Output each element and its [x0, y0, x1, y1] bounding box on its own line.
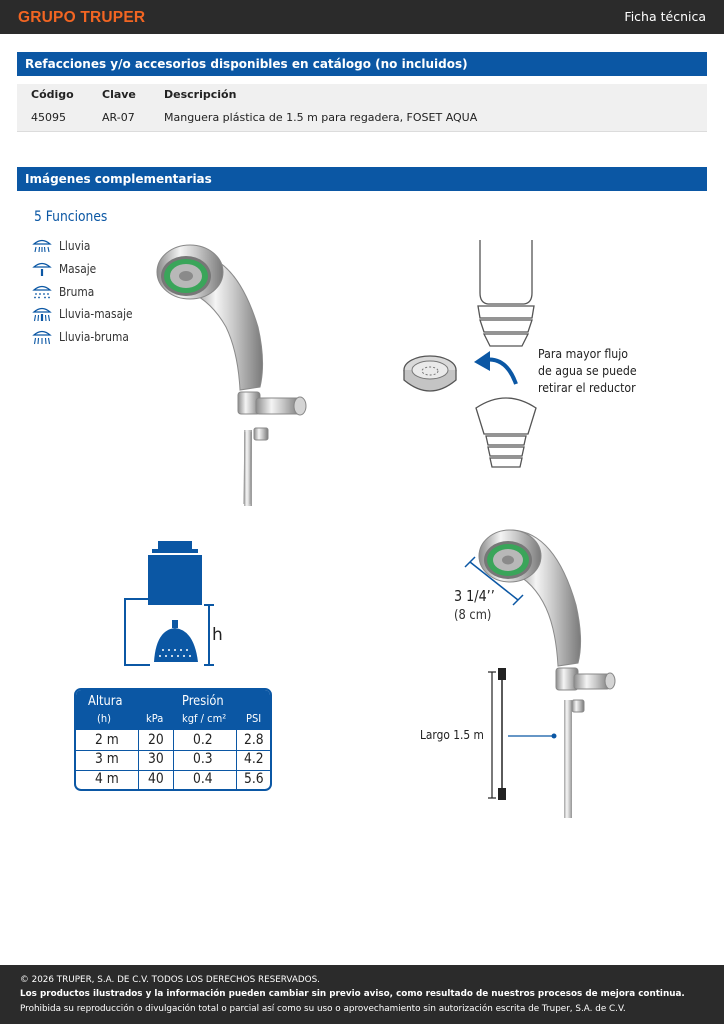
- function-label: Bruma: [59, 284, 95, 299]
- footer-prohibition: Prohibida su reproducción o divulgación total o parcial así como su uso o aprovechamiento sin autorización escrita de Truper, S.A. de C.V.: [20, 1004, 626, 1014]
- reducer-note-line: retirar el reductor: [538, 380, 636, 395]
- functions-title: 5 Funciones: [34, 209, 108, 225]
- reducer-note-line: de agua se puede: [538, 363, 637, 378]
- function-item-lluvia: [32, 236, 162, 256]
- pressure-table: [74, 688, 272, 791]
- footer-copyright: © 2026 TRUPER, S.A. DE C.V. TODOS LOS DERECHOS RESERVADOS.: [20, 975, 320, 985]
- reducer-note-line: Para mayor flujo: [538, 346, 629, 361]
- truper-logo: GRUPO TRUPER: [18, 9, 146, 26]
- altura-value: 4 m: [95, 771, 119, 787]
- height-diagram: [120, 538, 216, 670]
- kpa-value: 40: [148, 771, 164, 787]
- accessory-descripcion: Manguera plástica de 1.5 m para regadera, FOSET AQUA: [164, 111, 478, 124]
- column-header-clave: Clave: [102, 88, 136, 101]
- column-header-descripcion: Descripción: [164, 88, 237, 101]
- function-label: Lluvia: [59, 238, 91, 253]
- function-label: Masaje: [59, 261, 97, 276]
- kgf-value: 0.3: [193, 751, 213, 767]
- column-header-altura: Altura: [88, 693, 123, 709]
- mist-icon: [32, 284, 52, 300]
- table-divider: [173, 730, 174, 791]
- reducer-note: [538, 345, 637, 396]
- massage-icon: [32, 261, 52, 277]
- height-label: h: [212, 625, 223, 645]
- kpa-value: 30: [148, 751, 164, 767]
- footer-notice: Los productos ilustrados y la información pueden cambiar sin previo aviso, como resultado de nuestros procesos de mejora continua.: [20, 989, 685, 999]
- function-item-bruma: [32, 282, 162, 302]
- head-size-cm-label: (8 cm): [454, 607, 492, 623]
- top-header-bar: [0, 0, 724, 34]
- column-header-presion: Presión: [182, 693, 224, 709]
- document-title: Ficha técnica: [624, 9, 706, 24]
- accessories-section-title: Refacciones y/o accesorios disponibles en catálogo (no incluidos): [17, 52, 707, 76]
- accessories-table: [17, 84, 707, 132]
- table-divider: [138, 730, 139, 791]
- column-header-codigo: Código: [31, 88, 74, 101]
- hand-shower-illustration: [150, 232, 312, 508]
- function-item-lluvia-masaje: [32, 304, 162, 324]
- pressure-table-header: [76, 690, 272, 730]
- kgf-value: 0.4: [193, 771, 213, 787]
- unit-psi: PSI: [246, 712, 262, 725]
- rain-icon: [32, 238, 52, 254]
- accessory-codigo: 45095: [31, 111, 66, 124]
- column-header-altura-unit: (h): [97, 712, 112, 725]
- rain-mist-icon: [32, 329, 52, 345]
- function-label: Lluvia-masaje: [59, 306, 133, 321]
- function-item-masaje: [32, 259, 162, 279]
- psi-value: 5.6: [244, 771, 264, 787]
- footer: [0, 965, 724, 1024]
- psi-value: 4.2: [244, 751, 264, 767]
- reducer-diagram: [400, 238, 540, 474]
- head-size-label: 3 1/4’’: [454, 587, 495, 605]
- kpa-value: 20: [148, 732, 164, 748]
- altura-value: 3 m: [95, 751, 119, 767]
- function-label: Lluvia-bruma: [59, 329, 129, 344]
- dimensions-illustration: [450, 520, 630, 822]
- function-item-lluvia-bruma: [32, 327, 162, 347]
- images-section-title: Imágenes complementarias: [17, 167, 707, 191]
- hose-length-label: Largo 1.5 m: [420, 727, 484, 742]
- altura-value: 2 m: [95, 732, 119, 748]
- kgf-value: 0.2: [193, 732, 213, 748]
- accessory-clave: AR-07: [102, 111, 135, 124]
- table-divider: [236, 730, 237, 791]
- psi-value: 2.8: [244, 732, 264, 748]
- unit-kgf-cm2: kgf / cm²: [182, 712, 227, 725]
- rain-massage-icon: [32, 306, 52, 322]
- unit-kpa: kPa: [146, 712, 164, 725]
